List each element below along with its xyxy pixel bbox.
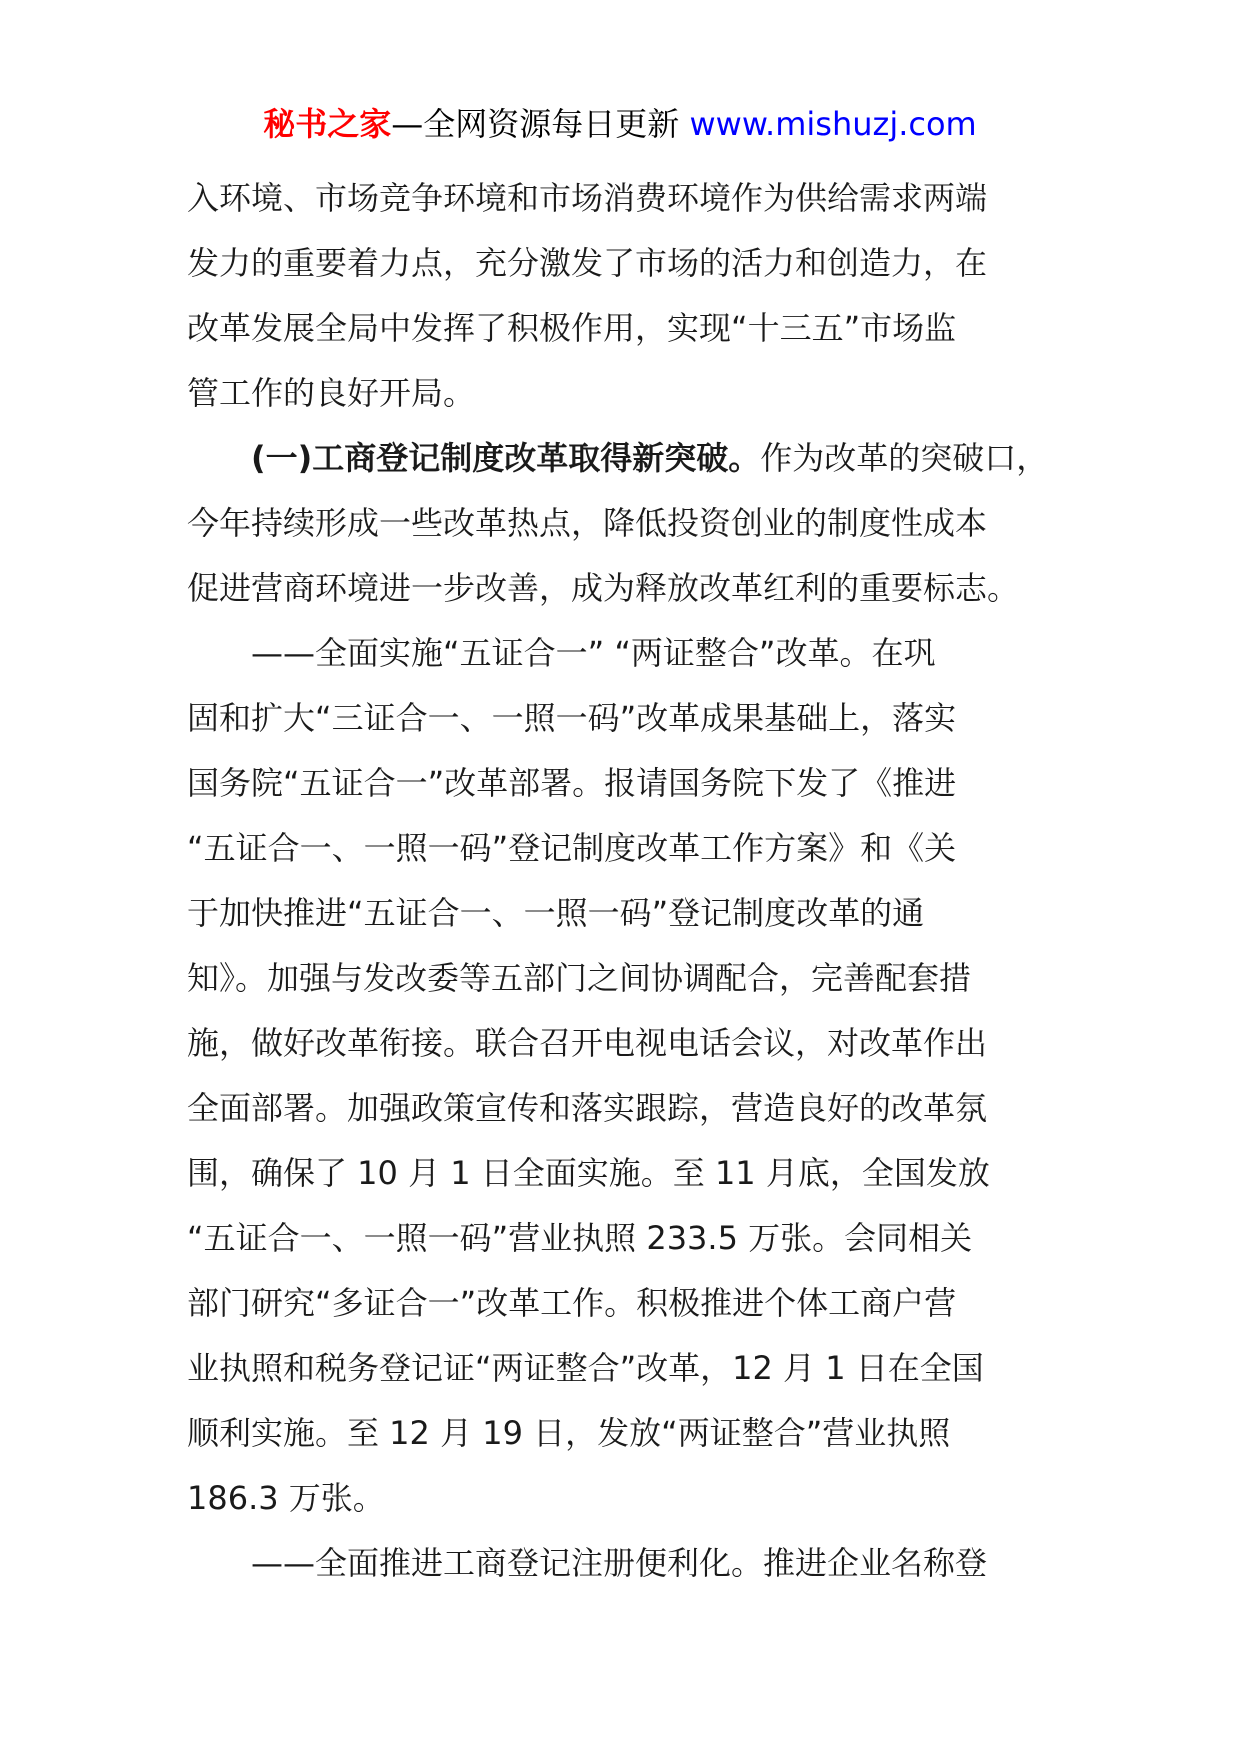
document-body bbox=[187, 166, 1067, 1596]
text-line: 发力的重要着力点，充分激发了市场的活力和创造力，在 bbox=[187, 244, 988, 282]
text-line bbox=[187, 426, 1067, 491]
text-line: ——全面实施“五证合一” “两证整合”改革。在巩 bbox=[251, 634, 936, 672]
text-line: 全面部署。加强政策宣传和落实跟踪，营造良好的改革氛 bbox=[187, 1089, 988, 1127]
paragraph-intro-continuation bbox=[187, 166, 1067, 426]
text-line: 部门研究“多证合一”改革工作。积极推进个体工商户营 bbox=[187, 1284, 957, 1322]
text-line: 业执照和税务登记证“两证整合”改革，12 月 1 日在全国 bbox=[187, 1349, 984, 1387]
text-line: 围，确保了 10 月 1 日全面实施。至 11 月底，全国发放 bbox=[187, 1154, 990, 1192]
site-header bbox=[0, 100, 1240, 148]
text-line: 顺利实施。至 12 月 19 日，发放“两证整合”营业执照 bbox=[187, 1414, 951, 1452]
text-line: 管工作的良好开局。 bbox=[187, 374, 476, 412]
text-line: 今年持续形成一些改革热点，降低投资创业的制度性成本 bbox=[187, 504, 988, 542]
section-heading-rest: 作为改革的突破口， bbox=[760, 439, 1049, 477]
paragraph-five-certificates bbox=[187, 621, 1067, 1531]
text-line: 改革发展全局中发挥了积极作用，实现“十三五”市场监 bbox=[187, 309, 957, 347]
text-line: 促进营商环境进一步改善，成为释放改革红利的重要标志。 bbox=[187, 569, 1020, 607]
text-line: 入环境、市场竞争环境和市场消费环境作为供给需求两端 bbox=[187, 179, 988, 217]
text-line: 固和扩大“三证合一、一照一码”改革成果基础上，落实 bbox=[187, 699, 957, 737]
site-url-link[interactable]: www.mishuzj.com bbox=[689, 105, 977, 143]
text-line: 施，做好改革衔接。联合召开电视电话会议，对改革作出 bbox=[187, 1024, 988, 1062]
text-line: 186.3 万张。 bbox=[187, 1479, 385, 1517]
text-line: ——全面推进工商登记注册便利化。推进企业名称登 bbox=[251, 1544, 988, 1582]
text-line: 于加快推进“五证合一、一照一码”登记制度改革的通 bbox=[187, 894, 925, 932]
text-line: 知》。加强与发改委等五部门之间协调配合，完善配套措 bbox=[187, 959, 972, 997]
site-tagline: —全网资源每日更新 bbox=[391, 105, 690, 143]
section-heading: (一)工商登记制度改革取得新突破。 bbox=[251, 439, 761, 477]
text-line: “五证合一、一照一码”营业执照 233.5 万张。会同相关 bbox=[187, 1219, 973, 1257]
paragraph-registration-facilitation bbox=[187, 1531, 1067, 1596]
paragraph-section-one bbox=[187, 426, 1067, 621]
text-line: “五证合一、一照一码”登记制度改革工作方案》和《关 bbox=[187, 829, 957, 867]
site-brand: 秘书之家 bbox=[263, 105, 392, 143]
text-line: 国务院“五证合一”改革部署。报请国务院下发了《推进 bbox=[187, 764, 957, 802]
